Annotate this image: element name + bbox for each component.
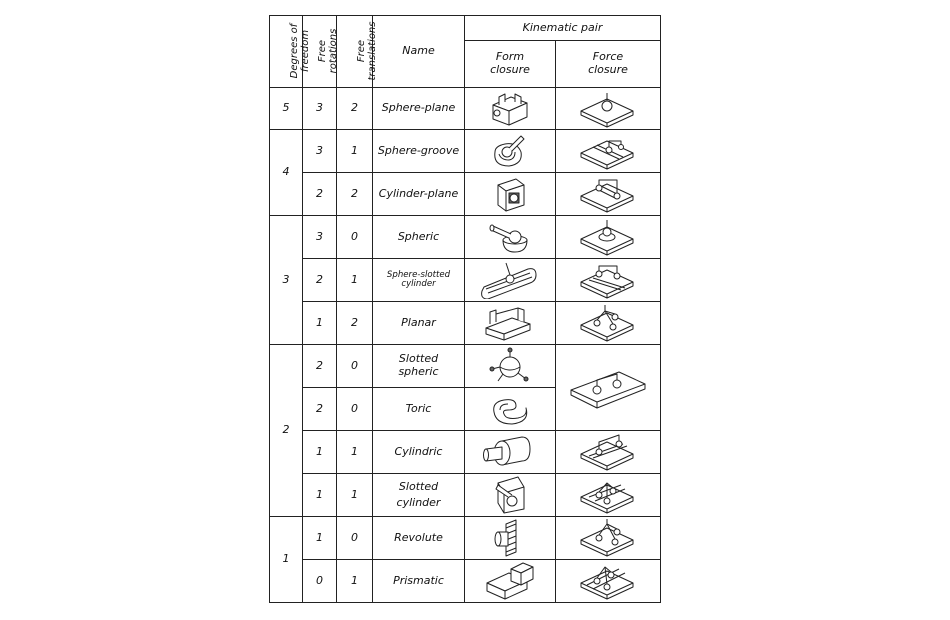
cylindric-form-icon [465, 431, 556, 474]
sphere-plane-force-icon [556, 88, 661, 130]
header-form-closure: Form closure [465, 41, 556, 88]
dof-cell: 3 [270, 216, 303, 345]
header-force-closure: Force closure [556, 41, 661, 88]
table-row [270, 88, 661, 130]
dof-cell: 1 [270, 517, 303, 603]
revolute-force-icon [556, 517, 661, 560]
cylindric-force-icon [556, 431, 661, 474]
pair-name: Revolute [373, 517, 465, 560]
pair-name: Toric [373, 388, 465, 431]
translations-cell: 1 [337, 560, 373, 603]
rotations-cell: 3 [303, 88, 337, 130]
cylinder-plane-force-icon [556, 173, 661, 216]
rotations-cell: 2 [303, 345, 337, 388]
rotations-cell: 2 [303, 388, 337, 431]
spheric-force-icon [556, 216, 661, 259]
sphere-plane-form-icon [465, 88, 556, 130]
translations-cell: 0 [337, 216, 373, 259]
pair-name: Planar [373, 302, 465, 345]
rotations-cell: 1 [303, 517, 337, 560]
pair-name: Slotted spheric [373, 345, 465, 388]
rotations-cell: 2 [303, 173, 337, 216]
table-row [270, 173, 661, 216]
spheric-form-icon [465, 216, 556, 259]
header-degrees: Degrees of freedom [270, 16, 303, 88]
planar-force-icon [556, 302, 661, 345]
translations-cell: 1 [337, 474, 373, 517]
table-row [270, 345, 661, 388]
dof-cell: 2 [270, 345, 303, 517]
toric-form-icon [465, 388, 556, 431]
slotted-cylinder-force-icon [556, 474, 661, 517]
rotations-cell: 3 [303, 216, 337, 259]
slotted-cylinder-form-icon [465, 474, 556, 517]
rotations-cell: 1 [303, 431, 337, 474]
rotations-cell: 2 [303, 259, 337, 302]
table-row [270, 560, 661, 603]
translations-cell: 1 [337, 259, 373, 302]
prismatic-form-icon [465, 560, 556, 603]
sphere-slotted-cylinder-form-icon [465, 259, 556, 302]
pair-name: Cylindric [373, 431, 465, 474]
table-row [270, 130, 661, 173]
cylinder-plane-form-icon [465, 173, 556, 216]
pair-name: Sphere-groove [373, 130, 465, 173]
pair-name: Sphere-plane [373, 88, 465, 130]
pair-name: Prismatic [373, 560, 465, 603]
translations-cell: 2 [337, 173, 373, 216]
sphere-slotted-cylinder-force-icon [556, 259, 661, 302]
table-row [270, 259, 661, 302]
revolute-form-icon [465, 517, 556, 560]
header-kinematic-pair: Kinematic pair [465, 16, 661, 41]
prismatic-force-icon [556, 560, 661, 603]
slotted-spheric-form-icon [465, 345, 556, 388]
translations-cell: 0 [337, 517, 373, 560]
sphere-groove-form-icon [465, 130, 556, 173]
rotations-cell: 3 [303, 130, 337, 173]
table-row [270, 474, 661, 517]
header-name: Name [373, 16, 465, 88]
table-row [270, 302, 661, 345]
pair-name: Cylinder-plane [373, 173, 465, 216]
sphere-groove-force-icon [556, 130, 661, 173]
translations-cell: 0 [337, 388, 373, 431]
planar-form-icon [465, 302, 556, 345]
pair-name: Sphere-slotted cylinder [373, 259, 465, 302]
header-rotations: Free rotations [303, 16, 337, 88]
kinematic-pairs-table [269, 15, 661, 603]
slotted-spheric-toric-force-icon [556, 345, 661, 431]
header-translations: Free translations [337, 16, 373, 88]
translations-cell: 0 [337, 345, 373, 388]
translations-cell: 1 [337, 431, 373, 474]
table-row [270, 216, 661, 259]
table-row [270, 431, 661, 474]
pair-name: Spheric [373, 216, 465, 259]
dof-cell: 4 [270, 130, 303, 216]
translations-cell: 1 [337, 130, 373, 173]
dof-cell: 5 [270, 88, 303, 130]
pair-name: Slotted cylinder [373, 474, 465, 517]
rotations-cell: 0 [303, 560, 337, 603]
rotations-cell: 1 [303, 474, 337, 517]
table-row [270, 517, 661, 560]
translations-cell: 2 [337, 302, 373, 345]
rotations-cell: 1 [303, 302, 337, 345]
translations-cell: 2 [337, 88, 373, 130]
